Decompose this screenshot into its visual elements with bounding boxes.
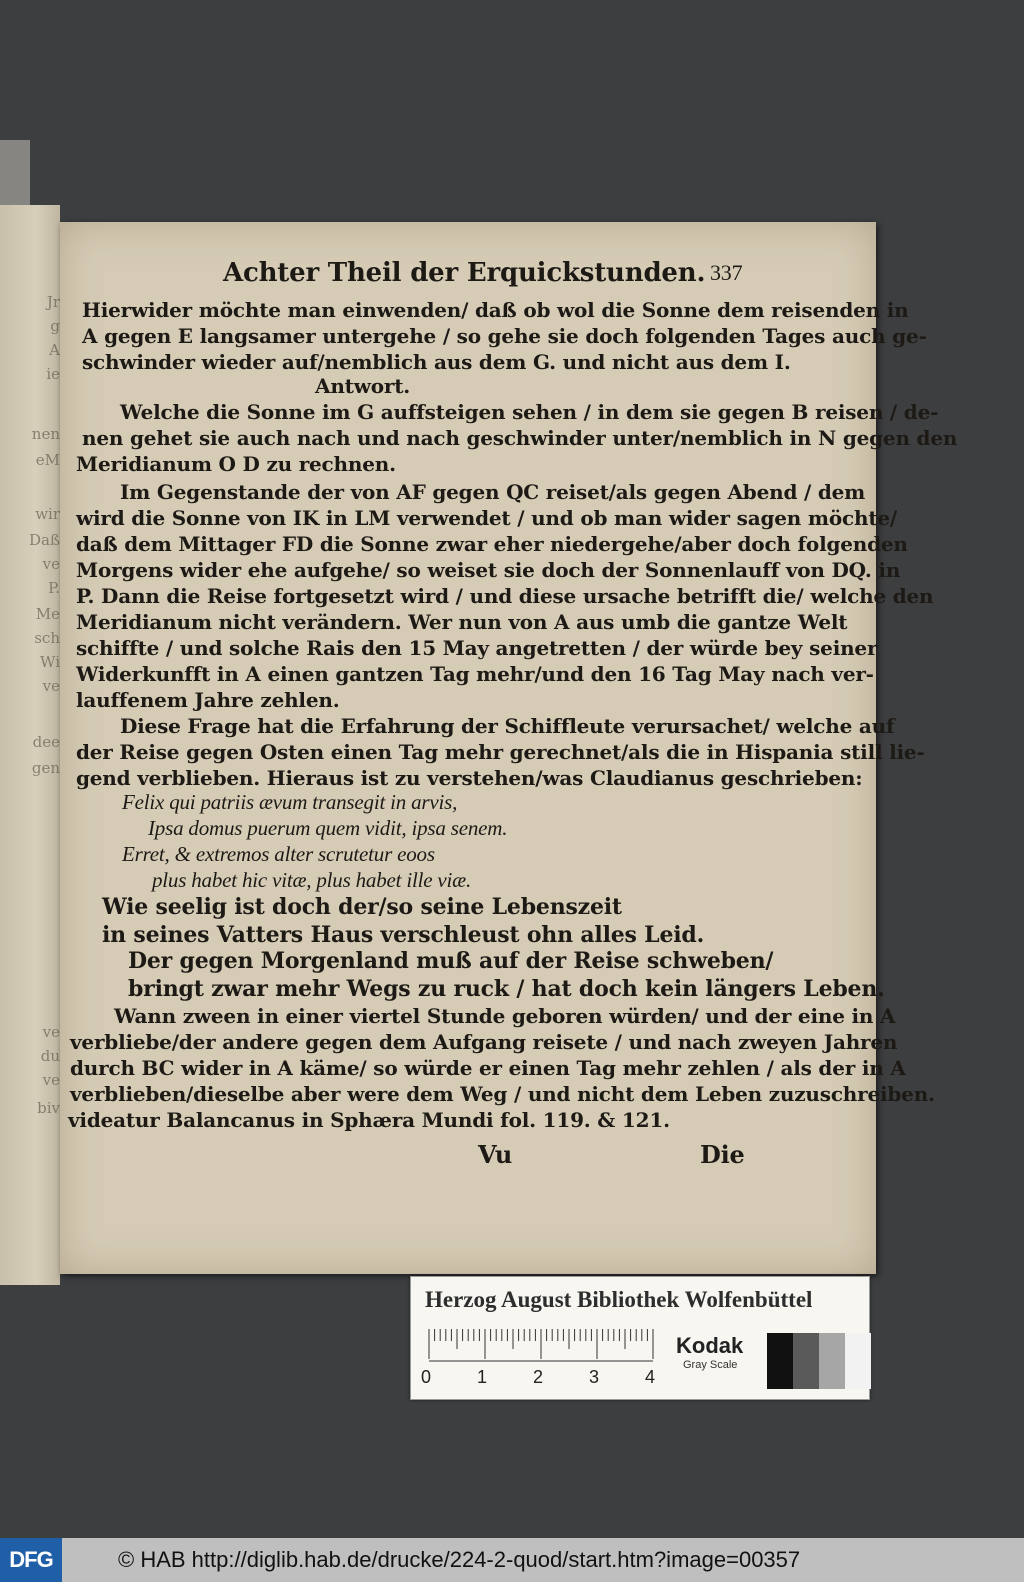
- left-page-text: Me: [35, 605, 60, 623]
- left-page-text: ve: [42, 555, 60, 573]
- left-page-text: g: [50, 317, 60, 335]
- text-line: Wie seelig ist doch der/so seine Lebenszeit: [102, 894, 622, 920]
- text-line: videatur Balancanus in Sphæra Mundi fol. 119. & 121.: [68, 1108, 670, 1132]
- ruler-scale: [427, 1327, 659, 1363]
- ruler-number: 3: [589, 1367, 600, 1387]
- text-line: durch BC wider in A käme/ so würde er einen Tag mehr zehlen / als der in A: [70, 1056, 906, 1080]
- gray-swatch: [793, 1333, 819, 1389]
- library-name: Herzog August Bibliothek Wolfenbüttel: [425, 1287, 813, 1312]
- text-line: Meridianum nicht verändern. Wer nun von A aus umb die gantze Welt: [76, 610, 848, 634]
- text-line: schwinder wieder auf/nemblich aus dem G. und nicht aus dem I.: [82, 350, 791, 374]
- text-line: plus habet hic vitæ, plus habet ille viæ.: [152, 868, 472, 892]
- book-page: [60, 222, 958, 1274]
- left-page-text: ve: [42, 1023, 60, 1041]
- text-line: wird die Sonne von IK in LM verwendet / und ob man wider sagen möchte/: [76, 506, 897, 530]
- left-page-text: P.: [48, 579, 60, 597]
- ruler-number: 2: [533, 1367, 544, 1387]
- text-line: verbliebe/der andere gegen dem Aufgang reisete / und nach zweyen Jahren: [70, 1030, 898, 1054]
- left-page-text: eM: [35, 451, 60, 469]
- text-line: Meridianum O D zu rechnen.: [76, 452, 396, 476]
- text-line: Ipsa domus puerum quem vidit, ipsa senem.: [148, 816, 508, 840]
- text-line: nen gehet sie auch nach und nach geschwinder unter/nemblich in N gegen den: [82, 426, 958, 450]
- ruler-numbers: [421, 1367, 661, 1389]
- left-page-text: nen: [31, 425, 60, 443]
- gray-scale-label: Gray Scale: [683, 1359, 738, 1371]
- color-calibration-card: [410, 1276, 870, 1400]
- left-page-text: sch: [34, 629, 60, 647]
- left-page-text: biv: [37, 1099, 60, 1117]
- text-line: P. Dann die Reise fortgesetzt wird / und diese ursache betrifft die/ welche den: [76, 584, 934, 608]
- page-number: 337: [710, 260, 743, 285]
- text-line: Im Gegenstande der von AF gegen QC reiset/als gegen Abend / dem: [120, 480, 866, 504]
- text-line: schiffte / und solche Rais den 15 May angetretten / der würde bey seiner: [76, 636, 878, 660]
- text-line: daß dem Mittager FD die Sonne zwar eher niedergehe/aber doch folgenden: [76, 532, 908, 556]
- text-line: bringt zwar mehr Wegs zu ruck / hat doch kein längers Leben.: [128, 976, 885, 1002]
- text-line: verblieben/dieselbe aber were dem Weg / und nicht dem Leben zuzuschreiben.: [70, 1082, 935, 1106]
- left-page-fragment: [0, 205, 60, 1285]
- left-page-text: ve: [42, 1071, 60, 1089]
- text-line: Widerkunfft in A einen gantzen Tag mehr/und den 16 Tag May nach ver-: [76, 662, 874, 686]
- text-line: A gegen E langsamer untergehe / so gehe sie doch folgenden Tages auch ge-: [82, 324, 927, 348]
- footer-bar: [0, 1538, 1024, 1582]
- text-line: Felix qui patriis ævum transegit in arvis,: [122, 790, 458, 814]
- gray-swatch: [767, 1333, 793, 1389]
- gray-swatch: [845, 1333, 871, 1389]
- left-page-text: wir: [35, 505, 60, 523]
- dfg-logo[interactable]: DFG: [0, 1538, 62, 1582]
- running-head: Achter Theil der Erquickstunden.: [223, 258, 706, 288]
- text-line: Wann zween in einer viertel Stunde geboren würden/ und der eine in A: [114, 1004, 896, 1028]
- ruler-number: 0: [421, 1367, 432, 1387]
- left-page-text: ve: [42, 677, 60, 695]
- copyright-url[interactable]: © HAB http://diglib.hab.de/drucke/224-2-quod/start.htm?image=00357: [118, 1547, 801, 1572]
- text-line: Morgens wider ehe aufgehe/ so weiset sie doch der Sonnenlauff von DQ. in: [76, 558, 901, 582]
- text-line: der Reise gegen Osten einen Tag mehr gerechnet/als die in Hispania still lie-: [76, 740, 925, 764]
- text-line: Der gegen Morgenland muß auf der Reise schweben/: [128, 948, 774, 974]
- text-line: in seines Vatters Haus verschleust ohn alles Leid.: [102, 922, 705, 948]
- left-page-text: A: [49, 341, 60, 359]
- text-line: Diese Frage hat die Erfahrung der Schiffleute verursachet/ welche auf: [120, 714, 895, 738]
- gray-swatches: [767, 1333, 871, 1389]
- left-page-text: Wi: [40, 653, 60, 671]
- left-page-text: Daß: [29, 531, 60, 549]
- catchword: Vu: [478, 1140, 513, 1169]
- left-page-text: du: [40, 1047, 60, 1065]
- ruler-number: 1: [477, 1367, 488, 1387]
- text-line: lauffenem Jahre zehlen.: [76, 688, 340, 712]
- gray-swatch: [819, 1333, 845, 1389]
- left-page-text: ie: [46, 365, 60, 383]
- left-page-text: dee: [32, 733, 60, 751]
- signature-mark: Die: [700, 1140, 745, 1169]
- ruler-number: 4: [645, 1367, 656, 1387]
- left-page-edge: [0, 140, 30, 210]
- left-page-text: Jr: [46, 293, 60, 311]
- text-line: Hierwider möchte man einwenden/ daß ob wol die Sonne dem reisenden in: [82, 298, 909, 322]
- text-line: Welche die Sonne im G auffsteigen sehen / in dem sie gegen B reisen / de-: [120, 400, 939, 424]
- text-line: gend verblieben. Hieraus ist zu verstehen/was Claudianus geschrieben:: [76, 766, 863, 790]
- kodak-brand: Kodak: [676, 1333, 744, 1358]
- text-line: Erret, & extremos alter scrutetur eoos: [122, 842, 435, 866]
- text-line: Antwort.: [315, 374, 410, 398]
- left-page-text: gen: [31, 759, 60, 777]
